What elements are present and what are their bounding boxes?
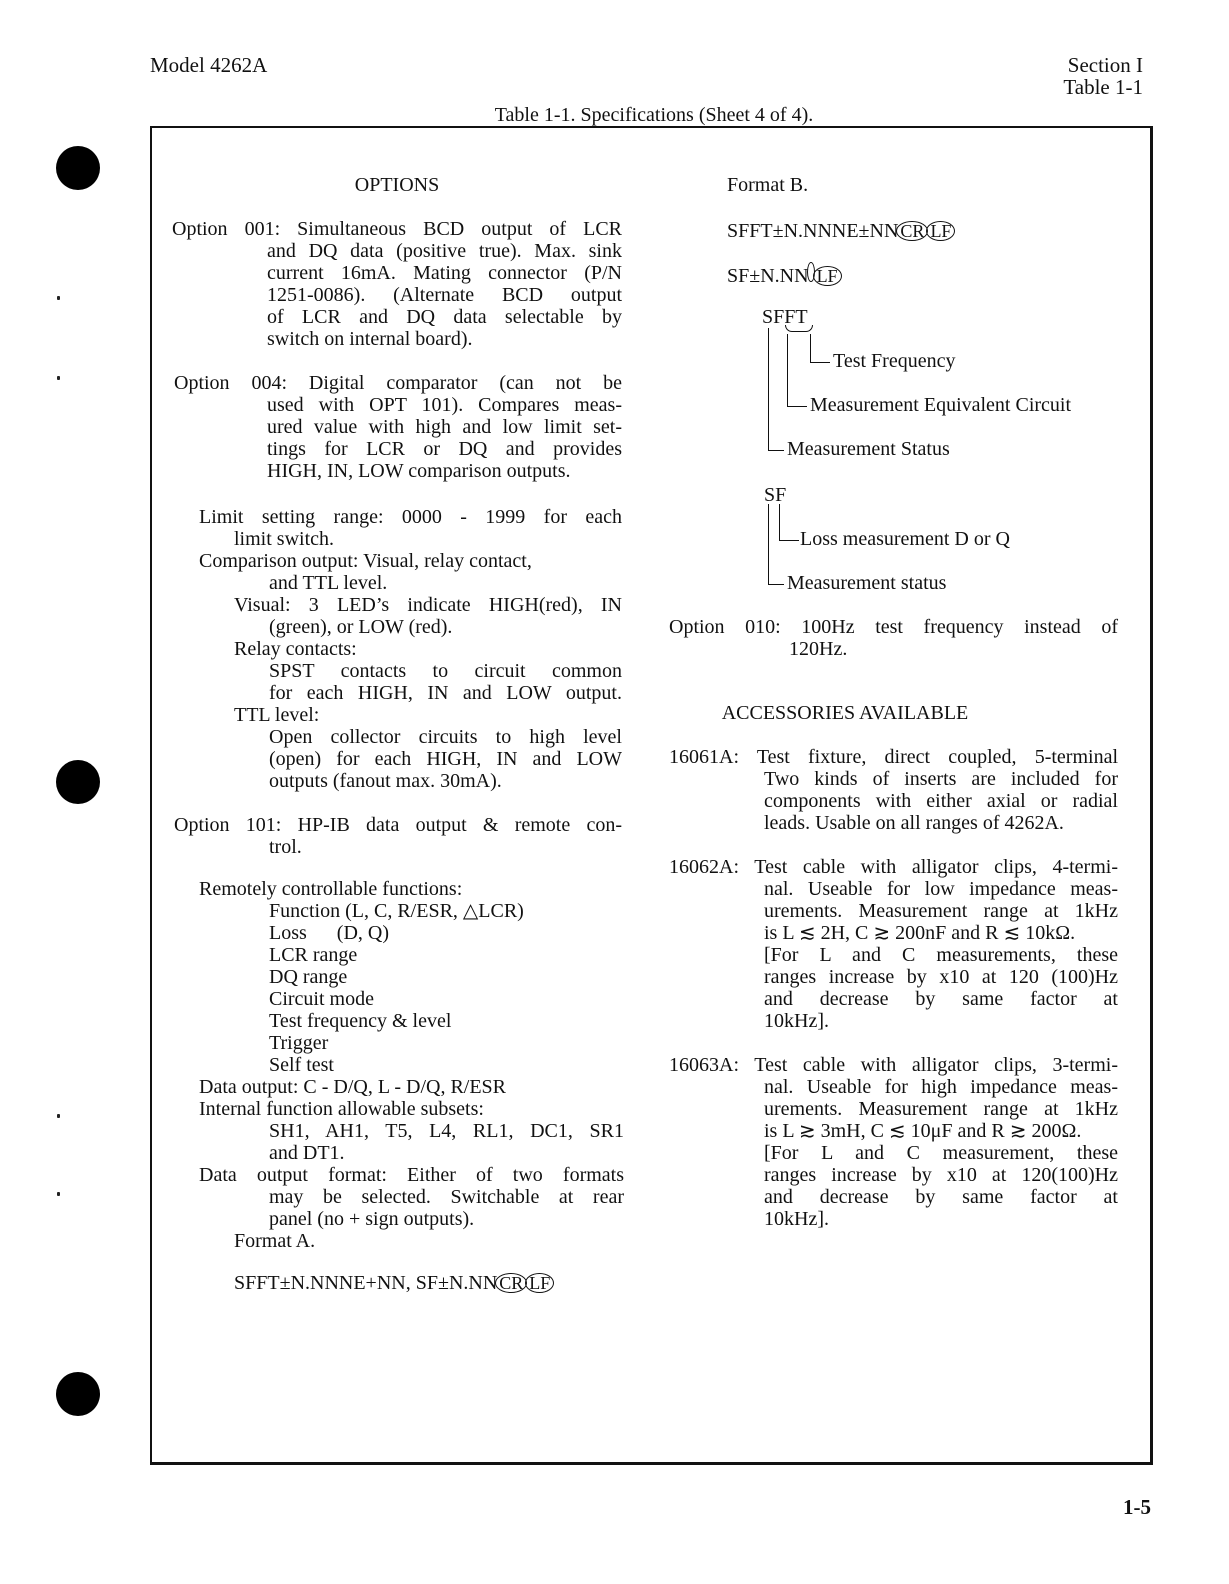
page-number: 1-5	[1123, 1495, 1151, 1519]
format-b-line1	[727, 220, 955, 242]
comparison-line: and TTL level.	[269, 572, 388, 594]
acc-16061-line: components with either axial or radial	[764, 790, 1118, 812]
tree-line	[768, 504, 769, 584]
format-b-label: Format B.	[727, 174, 809, 196]
table-title: Table 1-1. Specifications (Sheet 4 of 4).	[494, 104, 814, 126]
acc-16063-line: is L ≳ 3mH, C ≲ 10μF and R ≳ 200Ω.	[764, 1120, 1082, 1142]
acc-16063-line: 10kHz].	[764, 1208, 829, 1230]
data-output-line: Data output: C - D/Q, L - D/Q, R/ESR	[199, 1076, 507, 1098]
table-ref-label: Table 1-1	[1063, 75, 1143, 99]
lf-symbol: LF	[525, 1273, 554, 1293]
remote-item: Trigger	[269, 1032, 329, 1054]
acc-16062-line: ranges increase by x10 at 120 (100)Hz	[764, 966, 1118, 988]
tree-line	[810, 362, 830, 363]
acc-16062-line: and decrease by same factor at	[764, 988, 1118, 1010]
opt004-line: Option 004: Digital comparator (can not be	[174, 372, 622, 394]
sfft-label: SFFT	[762, 306, 808, 328]
ttl-line: (open) for each HIGH, IN and LOW	[269, 748, 622, 770]
remote-item: Self test	[269, 1054, 334, 1076]
meas-status2-label: Measurement status	[787, 572, 947, 594]
opt101-line: trol.	[269, 836, 302, 858]
acc-16063-line: urements. Measurement range at 1kHz	[764, 1098, 1118, 1120]
speck	[57, 296, 60, 300]
sf-label: SF	[764, 484, 787, 506]
acc-16063-line: nal. Useable for high impedance meas-	[764, 1076, 1118, 1098]
opt001-line: 1251-0086). (Alternate BCD output	[267, 284, 622, 306]
acc-16062-line: 10kHz].	[764, 1010, 829, 1032]
tree-line	[768, 584, 784, 585]
meas-equiv-label: Measurement Equivalent Circuit	[810, 394, 1072, 416]
sfft-brace	[785, 325, 813, 332]
format-line: panel (no + sign outputs).	[269, 1208, 475, 1230]
acc-16062-line: is L ≲ 2H, C ≳ 200nF and R ≲ 10kΩ.	[764, 922, 1076, 944]
tree-line	[779, 540, 799, 541]
format-b-text1: SFFT±N.NNNE±NN	[727, 220, 899, 242]
limit-line: limit switch.	[234, 528, 334, 550]
tree-line	[787, 406, 807, 407]
cr-symbol: CR	[495, 1273, 527, 1293]
internal-line: SH1, AH1, T5, L4, RL1, DC1, SR1	[269, 1120, 624, 1142]
opt010-line: 120Hz.	[789, 638, 848, 660]
acc-16063-line: 16063A: Test cable with alligator clips, 3-termi-	[669, 1054, 1118, 1076]
ttl-label: TTL level:	[234, 704, 320, 726]
model-label: Model 4262A	[150, 53, 268, 77]
binder-hole-bottom	[56, 1372, 100, 1416]
acc-16061-line: leads. Usable on all ranges of 4262A.	[764, 812, 1064, 834]
speck	[57, 1192, 60, 1196]
acc-16063-line: and decrease by same factor at	[764, 1186, 1118, 1208]
speck	[57, 1114, 60, 1118]
options-heading: OPTIONS	[354, 174, 440, 196]
remote-item: LCR range	[269, 944, 358, 966]
acc-16062-line: nal. Useable for low impedance meas-	[764, 878, 1118, 900]
test-frequency-label: Test Frequency	[833, 350, 956, 372]
tree-line	[768, 450, 784, 451]
acc-16063-line: [For L and C measurement, these	[764, 1142, 1118, 1164]
opt001-line: and DQ data (positive true). Max. sink	[267, 240, 622, 262]
acc-16062-line: 16062A: Test cable with alligator clips, 4-termi-	[669, 856, 1118, 878]
format-b-line2	[727, 262, 842, 287]
acc-16063-line: ranges increase by x10 at 120(100)Hz	[764, 1164, 1118, 1186]
section-label: Section I	[1067, 53, 1143, 77]
binder-hole-top	[56, 146, 100, 190]
format-a-text: SFFT±N.NNNE+NN, SF±N.NN	[234, 1272, 498, 1294]
limit-line: Limit setting range: 0000 - 1999 for each	[199, 506, 622, 528]
remote-label: Remotely controllable functions:	[199, 878, 463, 900]
remote-item: Circuit mode	[269, 988, 374, 1010]
remote-item: Function (L, C, R/ESR, △LCR)	[269, 900, 524, 922]
opt004-line: HIGH, IN, LOW comparison outputs.	[267, 460, 571, 482]
relay-line: SPST contacts to circuit common	[269, 660, 622, 682]
cr-symbol: CR	[896, 221, 928, 241]
format-line: may be selected. Switchable at rear	[269, 1186, 624, 1208]
remote-item: Loss (D, Q)	[269, 922, 389, 944]
format-a-label: Format A.	[234, 1230, 316, 1252]
binder-hole-middle	[56, 760, 100, 804]
opt010-line: Option 010: 100Hz test frequency instead of	[669, 616, 1118, 638]
internal-label: Internal function allowable subsets:	[199, 1098, 484, 1120]
format-b-text2: SF±N.NN	[727, 265, 809, 287]
format-a-string	[234, 1272, 554, 1294]
internal-line: and DT1.	[269, 1142, 345, 1164]
remote-item: DQ range	[269, 966, 348, 988]
acc-16061-line: 16061A: Test fixture, direct coupled, 5-terminal	[669, 746, 1118, 768]
accessories-heading: ACCESSORIES AVAILABLE	[721, 702, 969, 724]
opt001-line: switch on internal board).	[267, 328, 473, 350]
remote-item: Test frequency & level	[269, 1010, 452, 1032]
opt004-line: ured value with high and low limit set-	[267, 416, 622, 438]
tree-line	[768, 328, 769, 450]
acc-16062-line: urements. Measurement range at 1kHz	[764, 900, 1118, 922]
lf-symbol: LF	[926, 221, 955, 241]
loss-measurement-label: Loss measurement D or Q	[800, 528, 1010, 550]
acc-16061-line: Two kinds of inserts are included for	[764, 768, 1118, 790]
speck	[57, 376, 60, 380]
lf-symbol: LF	[813, 266, 842, 286]
ttl-line: outputs (fanout max. 30mA).	[269, 770, 502, 792]
ttl-line: Open collector circuits to high level	[269, 726, 622, 748]
tree-line	[779, 504, 780, 540]
opt001-line: current 16mA. Mating connector (P/N	[267, 262, 622, 284]
acc-16062-line: [For L and C measurements, these	[764, 944, 1118, 966]
opt001-line: Option 001: Simultaneous BCD output of LCR	[172, 218, 622, 240]
opt004-line: tings for LCR or DQ and provides	[267, 438, 622, 460]
visual-line: (green), or LOW (red).	[269, 616, 453, 638]
opt004-line: used with OPT 101). Compares meas-	[267, 394, 622, 416]
meas-status-label: Measurement Status	[787, 438, 950, 460]
comparison-line: Comparison output: Visual, relay contact,	[199, 550, 532, 572]
tree-line	[810, 334, 811, 362]
opt101-line: Option 101: HP-IB data output & remote con-	[174, 814, 622, 836]
format-line: Data output format: Either of two formats	[199, 1164, 624, 1186]
visual-line: Visual: 3 LED’s indicate HIGH(red), IN	[234, 594, 622, 616]
opt001-line: of LCR and DQ data selectable by	[267, 306, 622, 328]
relay-line: for each HIGH, IN and LOW output.	[269, 682, 622, 704]
tree-line	[787, 334, 788, 406]
relay-label: Relay contacts:	[234, 638, 357, 660]
